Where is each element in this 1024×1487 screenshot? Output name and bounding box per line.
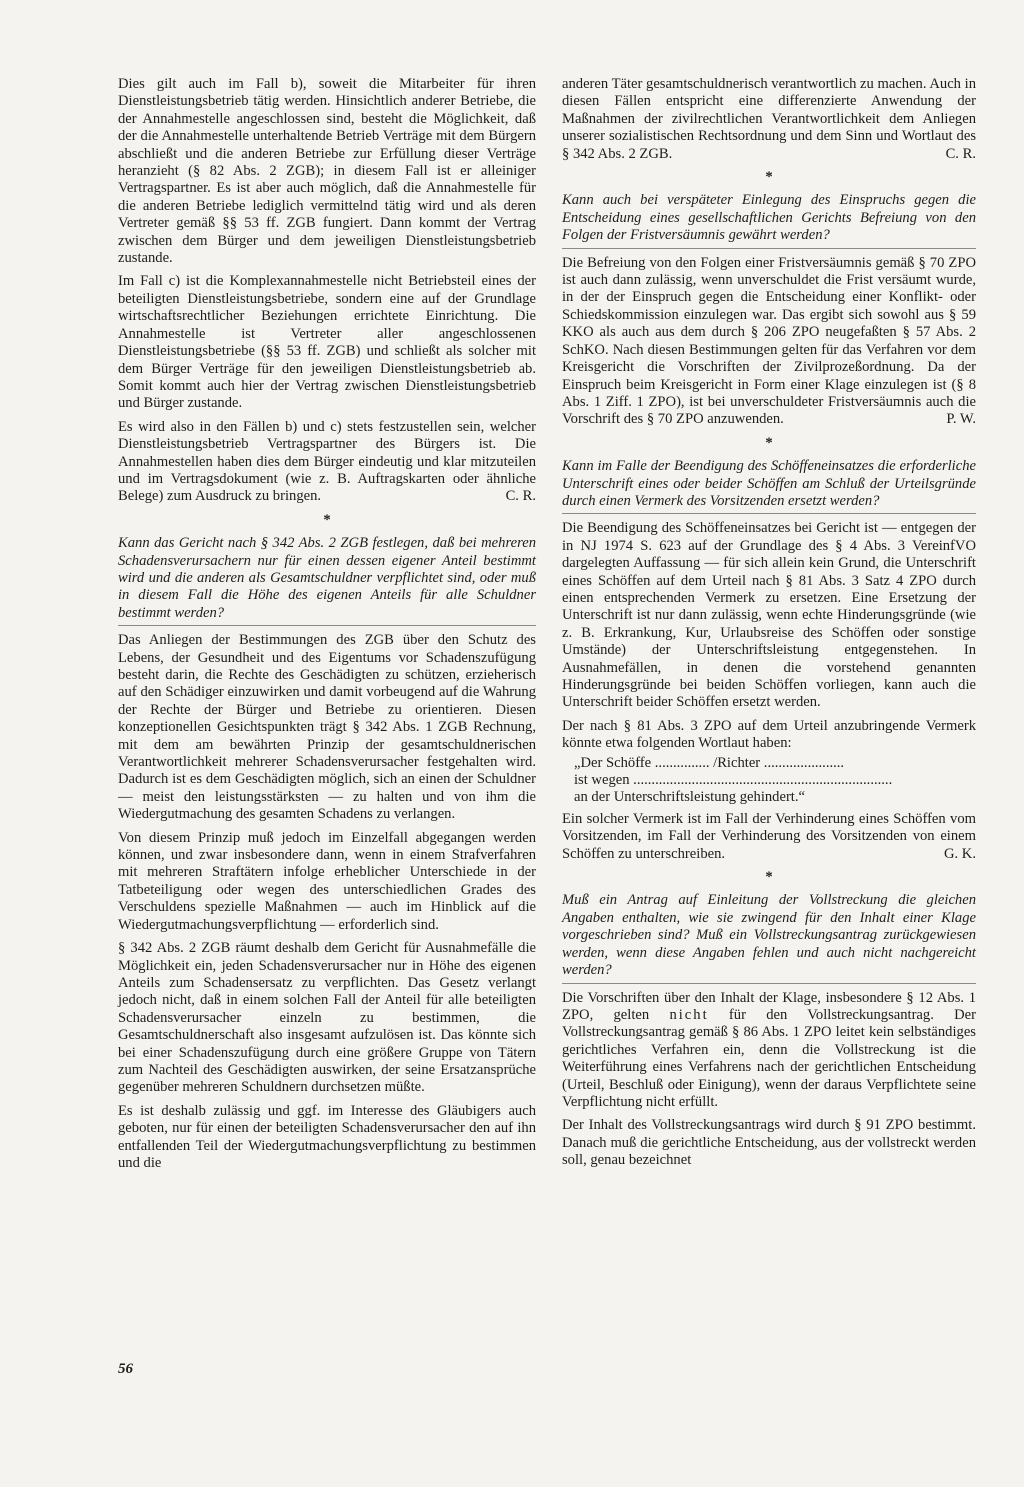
paragraph: Dies gilt auch im Fall b), soweit die Mitarbeiter für ihren Dienstleistungsbetrieb tätig werden. Hinsichtlich anderer Betriebe, die der Annahmestelle angeschlossen sind, besteht die Möglichkeit, daß der die Annahmestelle unterhaltende Betrieb Verträge mit dem Bürgern abschließt und die anderen Betriebe zur Erfüllung dieser Verträge heranzieht (§ 82 Abs. 2 ZGB); in diesem Fall ist er alleiniger Vertragspartner. Es ist aber auch möglich, daß die Annahmestelle für die anderen Betriebe lediglich vermittelnd tätig wird und als deren Vertreter gemäß §§ 53 ff. ZGB fungiert. Dann kommt der Vertrag zwischen dem Bürger und dem jeweiligen Dienstleistungsbetrieb zustande. <box>118 76 536 267</box>
paragraph: Der Inhalt des Vollstreckungsantrags wird durch § 91 ZPO bestimmt. Danach muß die gerichtliche Entscheidung, aus der vollstreckt werden soll, genau bezeichnet <box>562 1117 976 1169</box>
paragraph: Die Beendigung des Schöffeneinsatzes bei Gericht ist — entgegen der in NJ 1974 S. 623 auf der Grundlage des § 4 Abs. 3 VereinfVO dargelegten Auffassung — für sich allein kein Grund, die Unterschrift eines Schöffen auf dem Urteil nach § 81 Abs. 3 Satz 4 ZPO durch einen entsprechenden Vermerk zu ersetzen. Eine Ersetzung der Unterschrift ist nur dann zulässig, wenn echte Hinderungsgründe (wie z. B. Erkrankung, Kur, Urlaubsreise des Schöffen oder sonstige Umstände) der Unterschriftsleistung entgegenstehen. In Ausnahmefällen, in denen die vorstehend genannten Hinderungsgründe bei beiden Schöffen vorliegen, kann auch die Unterschrift beider Schöffen ersetzt werden. <box>562 520 976 711</box>
question-text: Kann auch bei verspäteter Einlegung des Einspruchs gegen die Entscheidung eines gesellschaftlichen Gerichts Befreiung von den Folgen der Fristversäumnis gewährt werden? <box>562 192 976 244</box>
paragraph-text: Es wird also in den Fällen b) und c) stets festzustellen sein, welcher Dienstleistungsbetrieb Vertragspartner des Bürgers ist. Die Annahmestellen haben dies dem Bürger eindeutig und klar mitzuteilen und im Vertragsdokument (wie z. B. Auftragskarten oder ähnliche Belege) zum Ausdruck zu bringen. <box>118 418 536 505</box>
paragraph: Im Fall c) ist die Komplexannahmestelle nicht Betriebsteil eines der beteiligten Dienstleistungsbetriebe, sondern eine auf der Grundlage wirtschaftsrechtlicher Beziehungen errichtete Einrichtung. Die Annahmestelle ist Vertreter aller angeschlossenen Dienstleistungsbetriebe (§§ 53 ff. ZGB) und schließt als solcher mit dem Bürger Verträge für den jeweiligen Dienstleistungsbetrieb ab. Somit kommt auch hier der Vertrag zwischen Dienstleistungsbetrieb und Bürger zustande. <box>118 273 536 412</box>
question-block <box>562 892 976 983</box>
paragraph-text: anderen Täter gesamtschuldnerisch verantwortlich zu machen. Auch in diesen Fällen entspricht eine differenzierte Anwendung der Maßnahmen der zivilrechtlichen Verantwortlichkeit dem Anliegen unserer sozialistischen Rechtsordnung und dem Sinn und Wortlaut des § 342 Abs. 2 ZGB. <box>562 76 976 162</box>
question-block <box>562 192 976 248</box>
paragraph: Von diesem Prinzip muß jedoch im Einzelfall abgegangen werden können, und zwar insbesondere dann, wenn in einem Strafverfahren mit mehreren Straftätern infolge erheblicher Unterschiede in der Tatbeteiligung oder wegen des unterschiedlichen Grades des Verschuldens spezielle Maßnahmen — auch im Hinblick auf die Wiedergutmachungsverpflichtung — erforderlich sind. <box>118 829 536 933</box>
question-block <box>562 458 976 514</box>
author-initials: C. R. <box>945 145 976 162</box>
question-text: Muß ein Antrag auf Einleitung der Vollstreckung die gleichen Angaben enthalten, wie sie zwingend für den Inhalt einer Klage vorgeschrieben sind? Muß ein Vollstreckungsantrag zurückgewiesen werden, wenn diese Angaben fehlen und auch nicht nachgereicht werden? <box>562 892 976 979</box>
section-separator-star: * <box>765 169 773 186</box>
question-text: Kann im Falle der Beendigung des Schöffeneinsatzes die erforderliche Unterschrift eines oder beider Schöffen am Schluß der Urteilsgründe durch einen Vermerk des Vorsitzenden ersetzt werden? <box>562 458 976 509</box>
section-separator-star: * <box>765 434 773 451</box>
paragraph: Der nach § 81 Abs. 3 ZPO auf dem Urteil anzubringende Vermerk könnte etwa folgenden Wortlaut haben: <box>562 717 976 752</box>
left-column <box>118 76 536 1178</box>
section-separator-star: * <box>765 869 773 886</box>
author-initials: C. R. <box>505 488 536 505</box>
paragraph <box>118 419 536 506</box>
author-initials: P. W. <box>946 411 976 428</box>
author-initials: G. K. <box>943 845 976 862</box>
paragraph <box>562 990 976 1112</box>
right-column <box>562 76 976 1176</box>
paragraph <box>562 76 976 163</box>
paragraph <box>562 811 976 863</box>
paragraph: § 342 Abs. 2 ZGB räumt deshalb dem Gericht für Ausnahmefälle die Möglichkeit ein, jeden Schadensverursacher nur in Höhe des eigenen Anteils zum Schadensersatz zu verpflichten. Das Gesetz verlangt jedoch nicht, daß in einem solchen Fall der Anteil für alle beteiligten Schadensverursacher einzeln zu bestimmen, die Gesamtschuldnerschaft also insgesamt aufzulösen ist. Das könnte sich bei einer Schadenszufügung durch eine größere Gruppe von Tätern zum Nachteil des Geschädigten auswirken, der seine Ersatzansprüche gegenüber mehreren Schuldnern durchsetzen müßte. <box>118 940 536 1096</box>
paragraph: Es ist deshalb zulässig und ggf. im Interesse des Gläubigers auch geboten, nur für einen der beteiligten Schadensverursacher den auf ihn entfallenden Teil der Wiedergutmachungsverpflichtung zu bestimmen und die <box>118 1102 536 1171</box>
page-number: 56 <box>118 1361 133 1377</box>
paragraph-text: Die Befreiung von den Folgen einer Fristversäumnis gemäß § 70 ZPO ist auch dann zulässig, wenn unverschuldet die Frist versäumt wurde, in der der Einspruch gegen die Entscheidung einer Konflikt- oder Schiedskommission einzulegen war. Das ergibt sich sowohl aus § 59 KKO als auch aus dem durch § 206 ZPO neugefaßten § 57 Abs. 2 SchKO. Nach diesen Bestimmungen gelten für das Verfahren vor dem Kreisgericht die Vorschriften der Zivilprozeßordnung. Da der Einspruch beim Kreisgericht in Form einer Klage einzulegen ist (§ 8 Abs. 1 Ziff. 1 ZPO), ist bei unverschuldeter Fristversäumnis auch die Vorschrift des § 70 ZPO anzuwenden. <box>562 254 976 428</box>
emphasized-word: nicht <box>669 1006 709 1023</box>
paragraph: Das Anliegen der Bestimmungen des ZGB über den Schutz des Lebens, der Gesundheit und des Eigentums vor Schadenszufügung besteht darin, die Rechte des Geschädigten zu schützen, erzieherisch auf den Schädiger einzuwirken und damit vorbeugend auf die Wahrung der Rechte der Bürger und Betriebe zu orientieren. Diesen konzeptionellen Gesichtspunkten trägt § 342 Abs. 1 ZGB Rechnung, mit dem am bewährten Prinzip der gesamtschuldnerischen Verantwortlichkeit mehrerer Schadensverursacher festgehalten wird. Dadurch ist es dem Geschädigten möglich, sich an einen der Schuldner — meist den leistungsstärksten — zu halten und von ihm die Wiedergutmachung des gesamten Schadens zu verlangen. <box>118 632 536 823</box>
paragraph-text: Die Vorschriften über den Inhalt der Klage, insbesondere § 12 Abs. 1 ZPO, gelten <box>562 989 976 1023</box>
question-text: Kann das Gericht nach § 342 Abs. 2 ZGB festlegen, daß bei mehreren Schadensverursachern nur für einen dessen eigener Anteil bestimmt wird und die anderen als Gesamtschuldner verpflichtet sind, oder muß in diesem Fall die Höhe des eigenen Anteils für alle Schuldner bestimmt werden? <box>118 535 536 621</box>
notation-line: ist wegen ....................................................................... <box>574 772 893 789</box>
section-separator-star: * <box>323 511 331 528</box>
paragraph <box>562 255 976 429</box>
sample-notation <box>562 755 976 807</box>
paragraph-text: für den Vollstreckungsantrag. Der Vollstreckungsantrag gemäß § 86 Abs. 1 ZPO leitet kein selbständiges gerichtliches Verfahren ein, denn die Vollstreckung ist die Weiterführung eines Verfahrens nach der gerichtlichen Entscheidung (Urteil, Beschluß oder Einigung), wenn der daraus Verpflichtete seine Verpflichtung nicht erfüllt. <box>562 1006 977 1110</box>
notation-line: „Der Schöffe ............... /Richter ...................... <box>574 754 845 771</box>
paragraph-text: Ein solcher Vermerk ist im Fall der Verhinderung eines Schöffen vom Vorsitzenden, im Fall der Verhinderung des Vorsitzenden von einem Schöffen zu unterschreiben. <box>562 810 976 862</box>
question-block <box>118 535 536 626</box>
notation-line: an der Unterschriftsleistung gehindert.“ <box>574 789 805 806</box>
